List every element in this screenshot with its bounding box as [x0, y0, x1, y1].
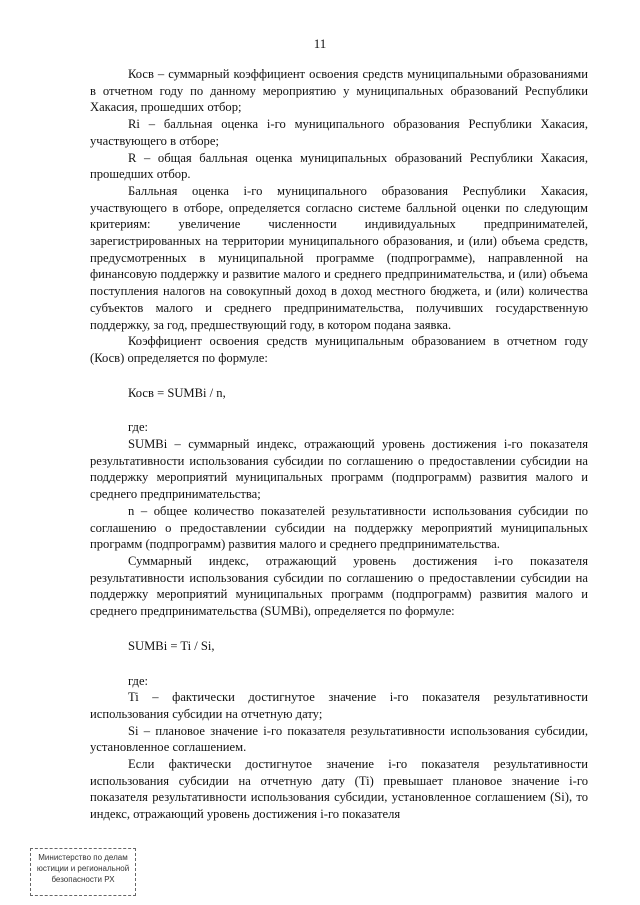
formula-kosv: Косв = SUMBi / n,	[128, 385, 226, 400]
ministry-stamp	[30, 848, 136, 896]
stamp-line: безопасности РХ	[51, 875, 115, 884]
paragraph: R – общая балльная оценка муниципальных образований Республики Хакасия, прошедших отбор.	[90, 150, 588, 182]
where-label: где:	[128, 673, 149, 688]
page-number: 11	[313, 36, 327, 51]
paragraph: Si – плановое значение i-го показателя результативности использования субсидии, установленное соглашением.	[90, 723, 588, 755]
document-body	[90, 66, 588, 823]
stamp-line: юстиции и региональной	[36, 864, 130, 873]
paragraph: Коэффициент освоения средств муниципальным образованием в отчетном году (Косв) определяется по формуле:	[90, 334, 588, 365]
paragraph: SUMBi – суммарный индекс, отражающий уровень достижения i-го показателя результативности использования субсидии по соглашению о предоставлении субсидии на поддержку мероприятий муниципальных программ (подпрограмм) развития малого и среднего предпринимательства;	[90, 437, 588, 502]
paragraph: Ri – балльная оценка i-го муниципального образования Республики Хакасия, участвующего в отборе;	[90, 117, 588, 148]
paragraph: Ti – фактически достигнутое значение i-го показателя результативности использования субсидии на отчетную дату;	[90, 690, 588, 721]
paragraph: Балльная оценка i-го муниципального образования Республики Хакасия, участвующего в отборе, определяется согласно системе балльной оценки по следующим критериям: увеличение численности индивидуальных предпринимателей, зарегистрированных на территории муниципального образования, и (или) объема средств, предусмотренных в муниципальной программе (подпрограмме), направленной на финансовую поддержку и развитие малого и среднего предпринимательства, и (или) объема поступления налогов на совокупный доход в доход местного бюджета, и (или) количества субъектов малого и среднего предпринимательства, получивших государственную поддержку, за год, предшествующий году, в котором подана заявка.	[90, 183, 588, 332]
paragraph: Если фактически достигнутое значение i-го показателя результативности использования субсидии на отчетную дату (Ti) превышает плановое значение i-го показателя результативности использования субсидии, установленное соглашением (Si), то индекс, отражающий уровень достижения i-го показателя	[90, 757, 588, 822]
paragraph: n – общее количество показателей результативности использования субсидии по соглашению о предоставлении субсидии на поддержку мероприятий муниципальных программ (подпрограмм) развития малого и среднего предпринимательства.	[90, 503, 588, 552]
stamp-line: Министерство по делам	[38, 853, 128, 862]
formula-sumbi: SUMBi = Ti / Si,	[128, 638, 215, 653]
where-label: где:	[128, 420, 149, 435]
paragraph: Косв – суммарный коэффициент освоения средств муниципальными образованиями в отчетном году по данному мероприятию у муниципальных образований Республики Хакасия, прошедших отбор;	[90, 67, 588, 115]
paragraph: Суммарный индекс, отражающий уровень достижения i-го показателя результативности использования субсидии по соглашению о предоставлении субсидии на поддержку мероприятий муниципальных программ (подпрограмм) развития малого и среднего предпринимательства (SUMBi), определяется по формуле:	[90, 553, 588, 619]
